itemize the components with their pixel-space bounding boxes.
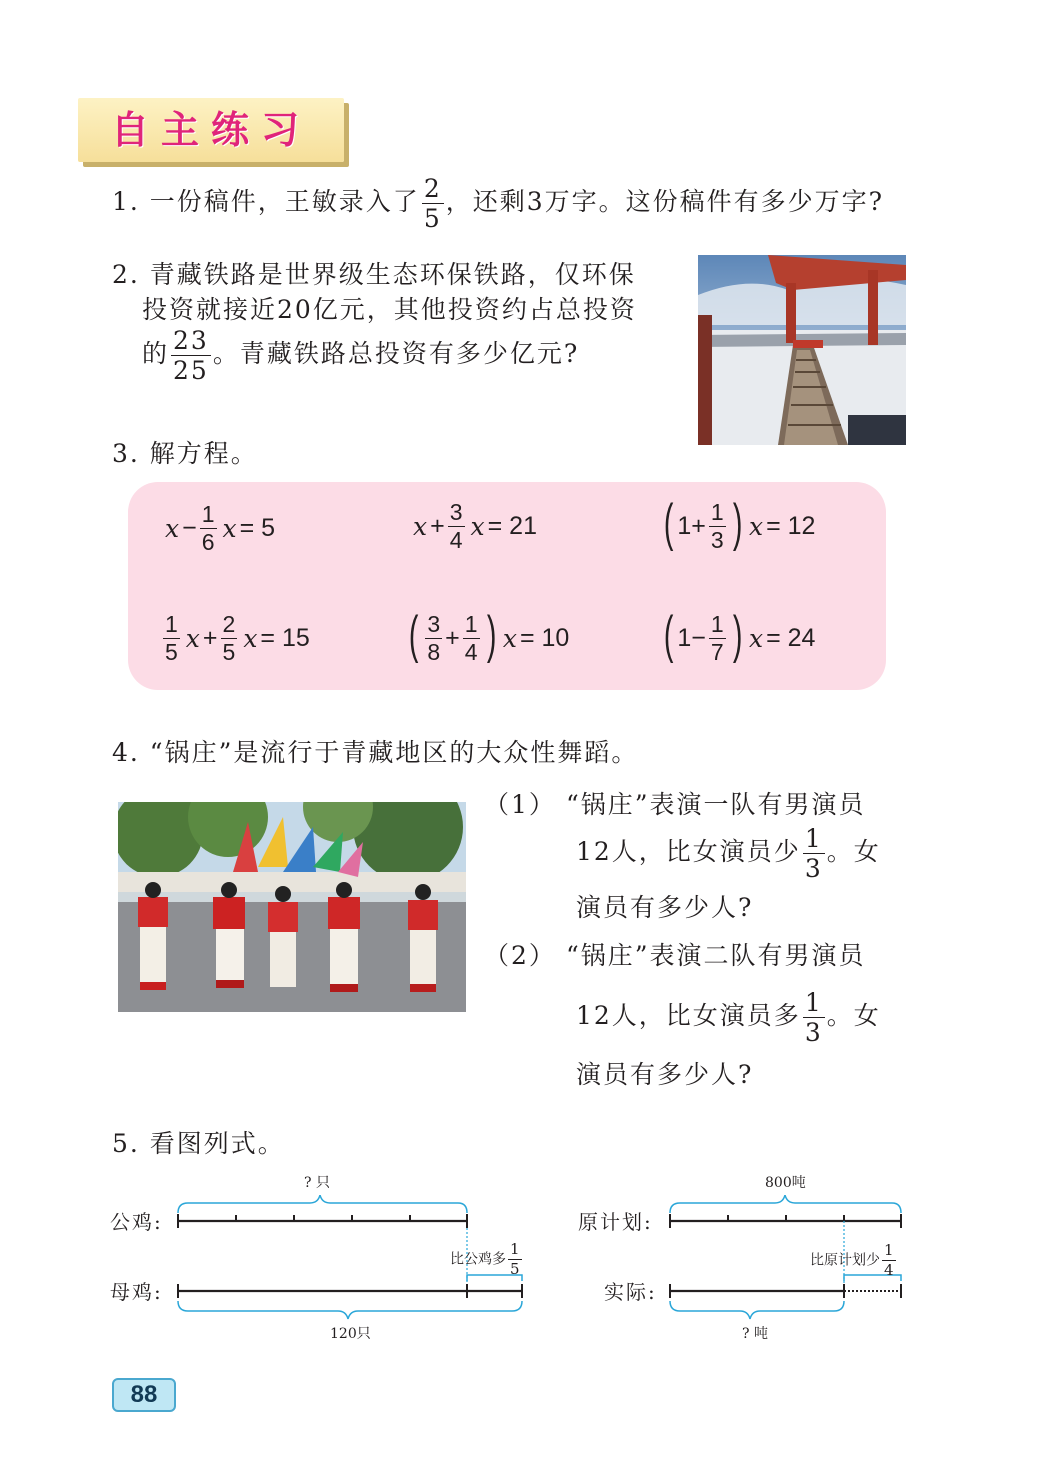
comparison-label <box>810 1243 898 1278</box>
question-4-part-1-line-3: 演员有多少人? <box>576 893 754 922</box>
variable-x: x <box>165 513 180 543</box>
comparison-label <box>450 1242 524 1277</box>
left-parenthesis: ( <box>663 494 674 552</box>
right-parenthesis: ) <box>732 606 743 664</box>
fraction-numerator: 1 <box>884 1241 894 1259</box>
fraction-numerator: 2 <box>423 174 442 203</box>
fraction <box>425 610 442 665</box>
fraction-numerator: 1 <box>464 610 478 637</box>
question-3-label: 3. 解方程。 <box>112 439 258 468</box>
text-segment: 12人，比女演员少 <box>576 837 801 866</box>
fraction-denominator: 3 <box>710 526 724 553</box>
right-hand-side: = 24 <box>766 623 816 652</box>
right-hand-side: = 10 <box>519 623 570 652</box>
question-4-part-2-number: （2） <box>484 941 556 970</box>
question-2-line-2: 投资就接近20亿元，其他投资约占总投资 <box>142 295 637 324</box>
hen-count-label: 120只 <box>330 1326 371 1342</box>
fraction-denominator: 7 <box>710 638 724 665</box>
question-4-part-2-line-2 <box>576 990 881 1045</box>
question-2-suffix: 。青藏铁路总投资有多少亿元? <box>212 339 580 368</box>
section-title: 自主练习 <box>110 108 311 152</box>
equation-2 <box>410 486 537 566</box>
top-brace <box>670 1195 901 1213</box>
fraction <box>171 328 211 383</box>
right-hand-side: = 15 <box>260 623 310 652</box>
fraction-denominator: 5 <box>165 638 178 665</box>
plan-amount-label: 800吨 <box>765 1175 806 1191</box>
hen-label: 母鸡: <box>110 1280 163 1304</box>
fraction <box>709 498 726 553</box>
guozhuang-dance-photo <box>118 802 466 1012</box>
fraction <box>508 1242 522 1277</box>
equation-4 <box>160 598 310 678</box>
fraction-numerator: 3 <box>427 610 441 637</box>
fraction-denominator: 8 <box>427 638 441 665</box>
page-number: 88 <box>112 1378 176 1412</box>
fraction-numerator: 1 <box>510 1240 520 1258</box>
text-segment: 比原计划少 <box>810 1252 880 1269</box>
question-2-line-1: 2. 青藏铁路是世界级生态环保铁路，仅环保 <box>112 260 636 289</box>
variable-x: x <box>502 623 517 653</box>
right-hand-side: = 21 <box>487 511 537 540</box>
question-2-prefix: 的 <box>142 339 170 368</box>
question-4-part-2-line-3: 演员有多少人? <box>576 1060 754 1089</box>
operator: + <box>430 511 445 540</box>
question-4-part-1-line-1: “锅庄”表演一队有男演员 <box>566 790 866 819</box>
left-parenthesis: ( <box>663 606 674 664</box>
equation-1 <box>162 488 275 568</box>
question-4-part-1-line-2 <box>576 826 881 881</box>
fraction <box>803 826 825 881</box>
fraction-numerator: 23 <box>173 326 209 355</box>
equation-5 <box>405 598 569 678</box>
top-brace <box>178 1195 467 1213</box>
fraction <box>448 498 465 553</box>
plan-label: 原计划: <box>578 1210 653 1234</box>
right-hand-side: = 12 <box>766 511 816 540</box>
operator: − <box>691 623 706 652</box>
bottom-brace <box>178 1301 522 1319</box>
question-4-label: 4. “锅庄”是流行于青藏地区的大众性舞蹈。 <box>112 738 639 767</box>
question-4-part-2-line-1: “锅庄”表演二队有男演员 <box>566 941 866 970</box>
fraction-numerator: 1 <box>710 610 724 637</box>
actual-amount-label: ? 吨 <box>742 1326 768 1342</box>
fraction <box>709 610 726 665</box>
fraction-denominator: 5 <box>222 638 236 665</box>
fraction-numerator: 2 <box>222 610 236 637</box>
question-1-suffix: ，还剩3万字。这份稿件有多少万字? <box>445 187 885 216</box>
question-5-label: 5. 看图列式。 <box>112 1129 285 1158</box>
text-segment: 。女 <box>826 1001 881 1030</box>
question-1-prefix: 1. 一份稿件，王敏录入了 <box>112 187 420 216</box>
fraction-numerator: 1 <box>804 824 823 853</box>
question-2-line-3 <box>142 328 579 383</box>
variable-x: x <box>413 511 428 541</box>
fraction-denominator: 5 <box>510 1260 520 1278</box>
fraction-denominator: 4 <box>884 1261 894 1279</box>
equation-3 <box>660 486 815 566</box>
fraction <box>882 1243 896 1278</box>
bottom-brace <box>670 1301 844 1319</box>
fraction <box>422 176 444 231</box>
fraction <box>463 610 480 665</box>
fraction-numerator: 1 <box>201 500 215 527</box>
equation-6 <box>660 598 815 678</box>
fraction <box>221 610 238 665</box>
fraction <box>163 610 180 665</box>
fraction-numerator: 3 <box>449 498 463 525</box>
question-1 <box>112 176 884 231</box>
fraction-denominator: 4 <box>449 526 463 553</box>
left-parenthesis: ( <box>408 606 419 664</box>
text-segment: 比公鸡多 <box>450 1251 506 1268</box>
operator: − <box>182 513 197 542</box>
question-4-part-1-number: （1） <box>484 790 556 819</box>
variable-x: x <box>470 511 485 541</box>
operator: + <box>445 623 460 652</box>
fraction-denominator: 3 <box>804 854 823 883</box>
variable-x: x <box>222 513 237 543</box>
fraction-denominator: 25 <box>173 356 209 385</box>
variable-x: x <box>748 623 764 653</box>
constant: 1 <box>677 511 692 540</box>
rooster-count-label: ? 只 <box>304 1175 330 1191</box>
operator: + <box>691 511 706 540</box>
fraction <box>200 500 217 555</box>
text-segment: 。女 <box>826 837 881 866</box>
fraction-denominator: 3 <box>804 1018 823 1047</box>
operator: + <box>202 623 218 652</box>
variable-x: x <box>243 623 258 653</box>
fraction <box>803 990 825 1045</box>
rooster-label: 公鸡: <box>110 1210 163 1234</box>
right-parenthesis: ) <box>732 494 743 552</box>
fraction-denominator: 5 <box>423 204 442 233</box>
fraction-denominator: 6 <box>201 528 215 555</box>
fraction-denominator: 4 <box>464 638 478 665</box>
variable-x: x <box>748 511 764 541</box>
constant: 1 <box>677 623 692 652</box>
right-hand-side: = 5 <box>239 513 276 542</box>
right-parenthesis: ) <box>486 606 496 664</box>
railway-photo <box>698 255 906 445</box>
variable-x: x <box>185 623 200 653</box>
actual-label: 实际: <box>604 1280 657 1304</box>
fraction-numerator: 1 <box>165 610 178 637</box>
text-segment: 12人，比女演员多 <box>576 1001 801 1030</box>
fraction-numerator: 1 <box>710 498 724 525</box>
fraction-numerator: 1 <box>804 988 823 1017</box>
